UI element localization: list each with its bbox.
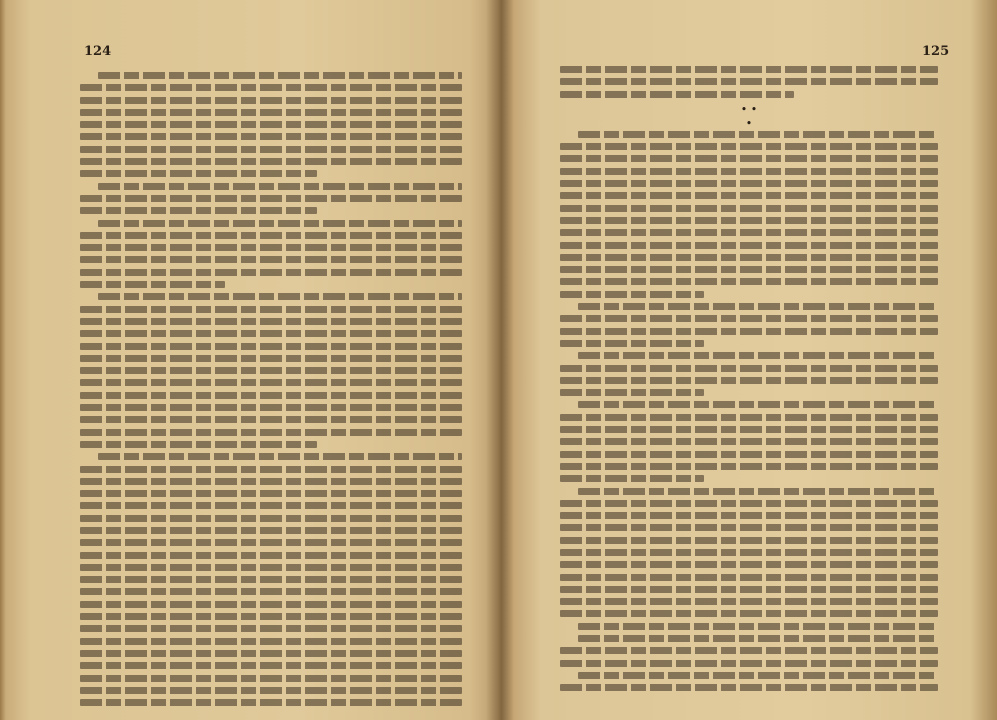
text-line <box>80 650 462 657</box>
text-line <box>80 195 462 202</box>
text-line <box>80 502 462 509</box>
text-line <box>560 205 938 212</box>
body-text <box>80 72 462 711</box>
text-line <box>560 143 938 150</box>
text-line <box>80 625 462 632</box>
text-line <box>80 133 462 140</box>
text-line <box>80 576 462 583</box>
text-line <box>560 660 938 667</box>
text-line <box>560 168 938 175</box>
text-line <box>578 401 938 408</box>
text-line <box>560 426 938 433</box>
text-line <box>578 635 938 642</box>
text-line <box>98 220 462 227</box>
text-line <box>80 687 462 694</box>
body-text <box>560 66 938 697</box>
text-line <box>560 647 938 654</box>
text-line <box>560 377 938 384</box>
text-line <box>80 158 462 165</box>
text-line <box>560 180 938 187</box>
text-line <box>560 192 938 199</box>
text-line <box>80 527 462 534</box>
text-line <box>560 266 938 273</box>
text-line <box>560 512 938 519</box>
text-line <box>80 244 462 251</box>
text-line <box>560 217 938 224</box>
text-line <box>80 601 462 608</box>
text-line <box>560 229 938 236</box>
text-line <box>560 500 938 507</box>
text-line <box>98 293 462 300</box>
text-line <box>80 146 462 153</box>
text-line <box>560 414 938 421</box>
text-line <box>80 416 462 423</box>
text-line <box>98 453 462 460</box>
text-line <box>80 330 462 337</box>
text-line <box>80 466 462 473</box>
text-line <box>80 232 462 239</box>
text-line <box>560 561 938 568</box>
text-line <box>578 131 938 138</box>
section-ornament: • • • <box>740 102 758 130</box>
text-line <box>80 675 462 682</box>
page-number: 125 <box>922 44 950 59</box>
text-line <box>560 91 794 98</box>
text-line <box>80 367 462 374</box>
text-line <box>80 478 462 485</box>
text-line <box>80 404 462 411</box>
text-line <box>80 281 225 288</box>
text-line <box>98 72 462 79</box>
text-line <box>560 242 938 249</box>
text-line <box>80 97 462 104</box>
text-line <box>80 539 462 546</box>
text-line <box>560 574 938 581</box>
text-line <box>80 392 462 399</box>
text-line <box>80 109 462 116</box>
text-line <box>560 475 704 482</box>
text-line <box>80 429 462 436</box>
page-number: 124 <box>84 44 112 59</box>
text-line <box>98 183 462 190</box>
text-line <box>560 598 938 605</box>
text-line <box>560 365 938 372</box>
text-line <box>80 355 462 362</box>
text-line <box>80 84 462 91</box>
text-line <box>80 269 462 276</box>
text-line <box>80 343 462 350</box>
text-line <box>80 613 462 620</box>
text-line <box>560 155 938 162</box>
text-line <box>560 610 938 617</box>
text-line <box>80 121 462 128</box>
text-line <box>80 515 462 522</box>
book-gutter <box>486 0 514 720</box>
text-line <box>80 441 317 448</box>
text-line <box>80 564 462 571</box>
right-page <box>498 0 997 720</box>
text-line <box>578 303 938 310</box>
text-line <box>578 488 938 495</box>
text-line <box>80 588 462 595</box>
text-line <box>80 662 462 669</box>
text-line <box>80 170 317 177</box>
text-line <box>80 207 317 214</box>
text-line <box>560 254 938 261</box>
text-line <box>560 438 938 445</box>
text-line <box>80 638 462 645</box>
text-line <box>80 699 462 706</box>
text-line <box>560 340 704 347</box>
text-line <box>80 490 462 497</box>
left-page <box>0 0 498 720</box>
text-line <box>578 352 938 359</box>
text-line <box>560 537 938 544</box>
text-line <box>578 672 938 679</box>
text-line <box>560 586 938 593</box>
text-line <box>560 684 938 691</box>
text-line <box>80 318 462 325</box>
text-line <box>80 379 462 386</box>
text-line <box>578 623 938 630</box>
text-line <box>560 328 938 335</box>
text-line <box>560 66 938 73</box>
text-line <box>560 549 938 556</box>
text-line <box>560 315 938 322</box>
text-line <box>560 78 938 85</box>
text-line <box>560 389 704 396</box>
text-line <box>560 524 938 531</box>
text-line <box>560 291 704 298</box>
text-line <box>80 256 462 263</box>
text-line <box>560 463 938 470</box>
text-line <box>560 451 938 458</box>
text-line <box>560 278 938 285</box>
text-line <box>80 306 462 313</box>
text-line <box>80 552 462 559</box>
